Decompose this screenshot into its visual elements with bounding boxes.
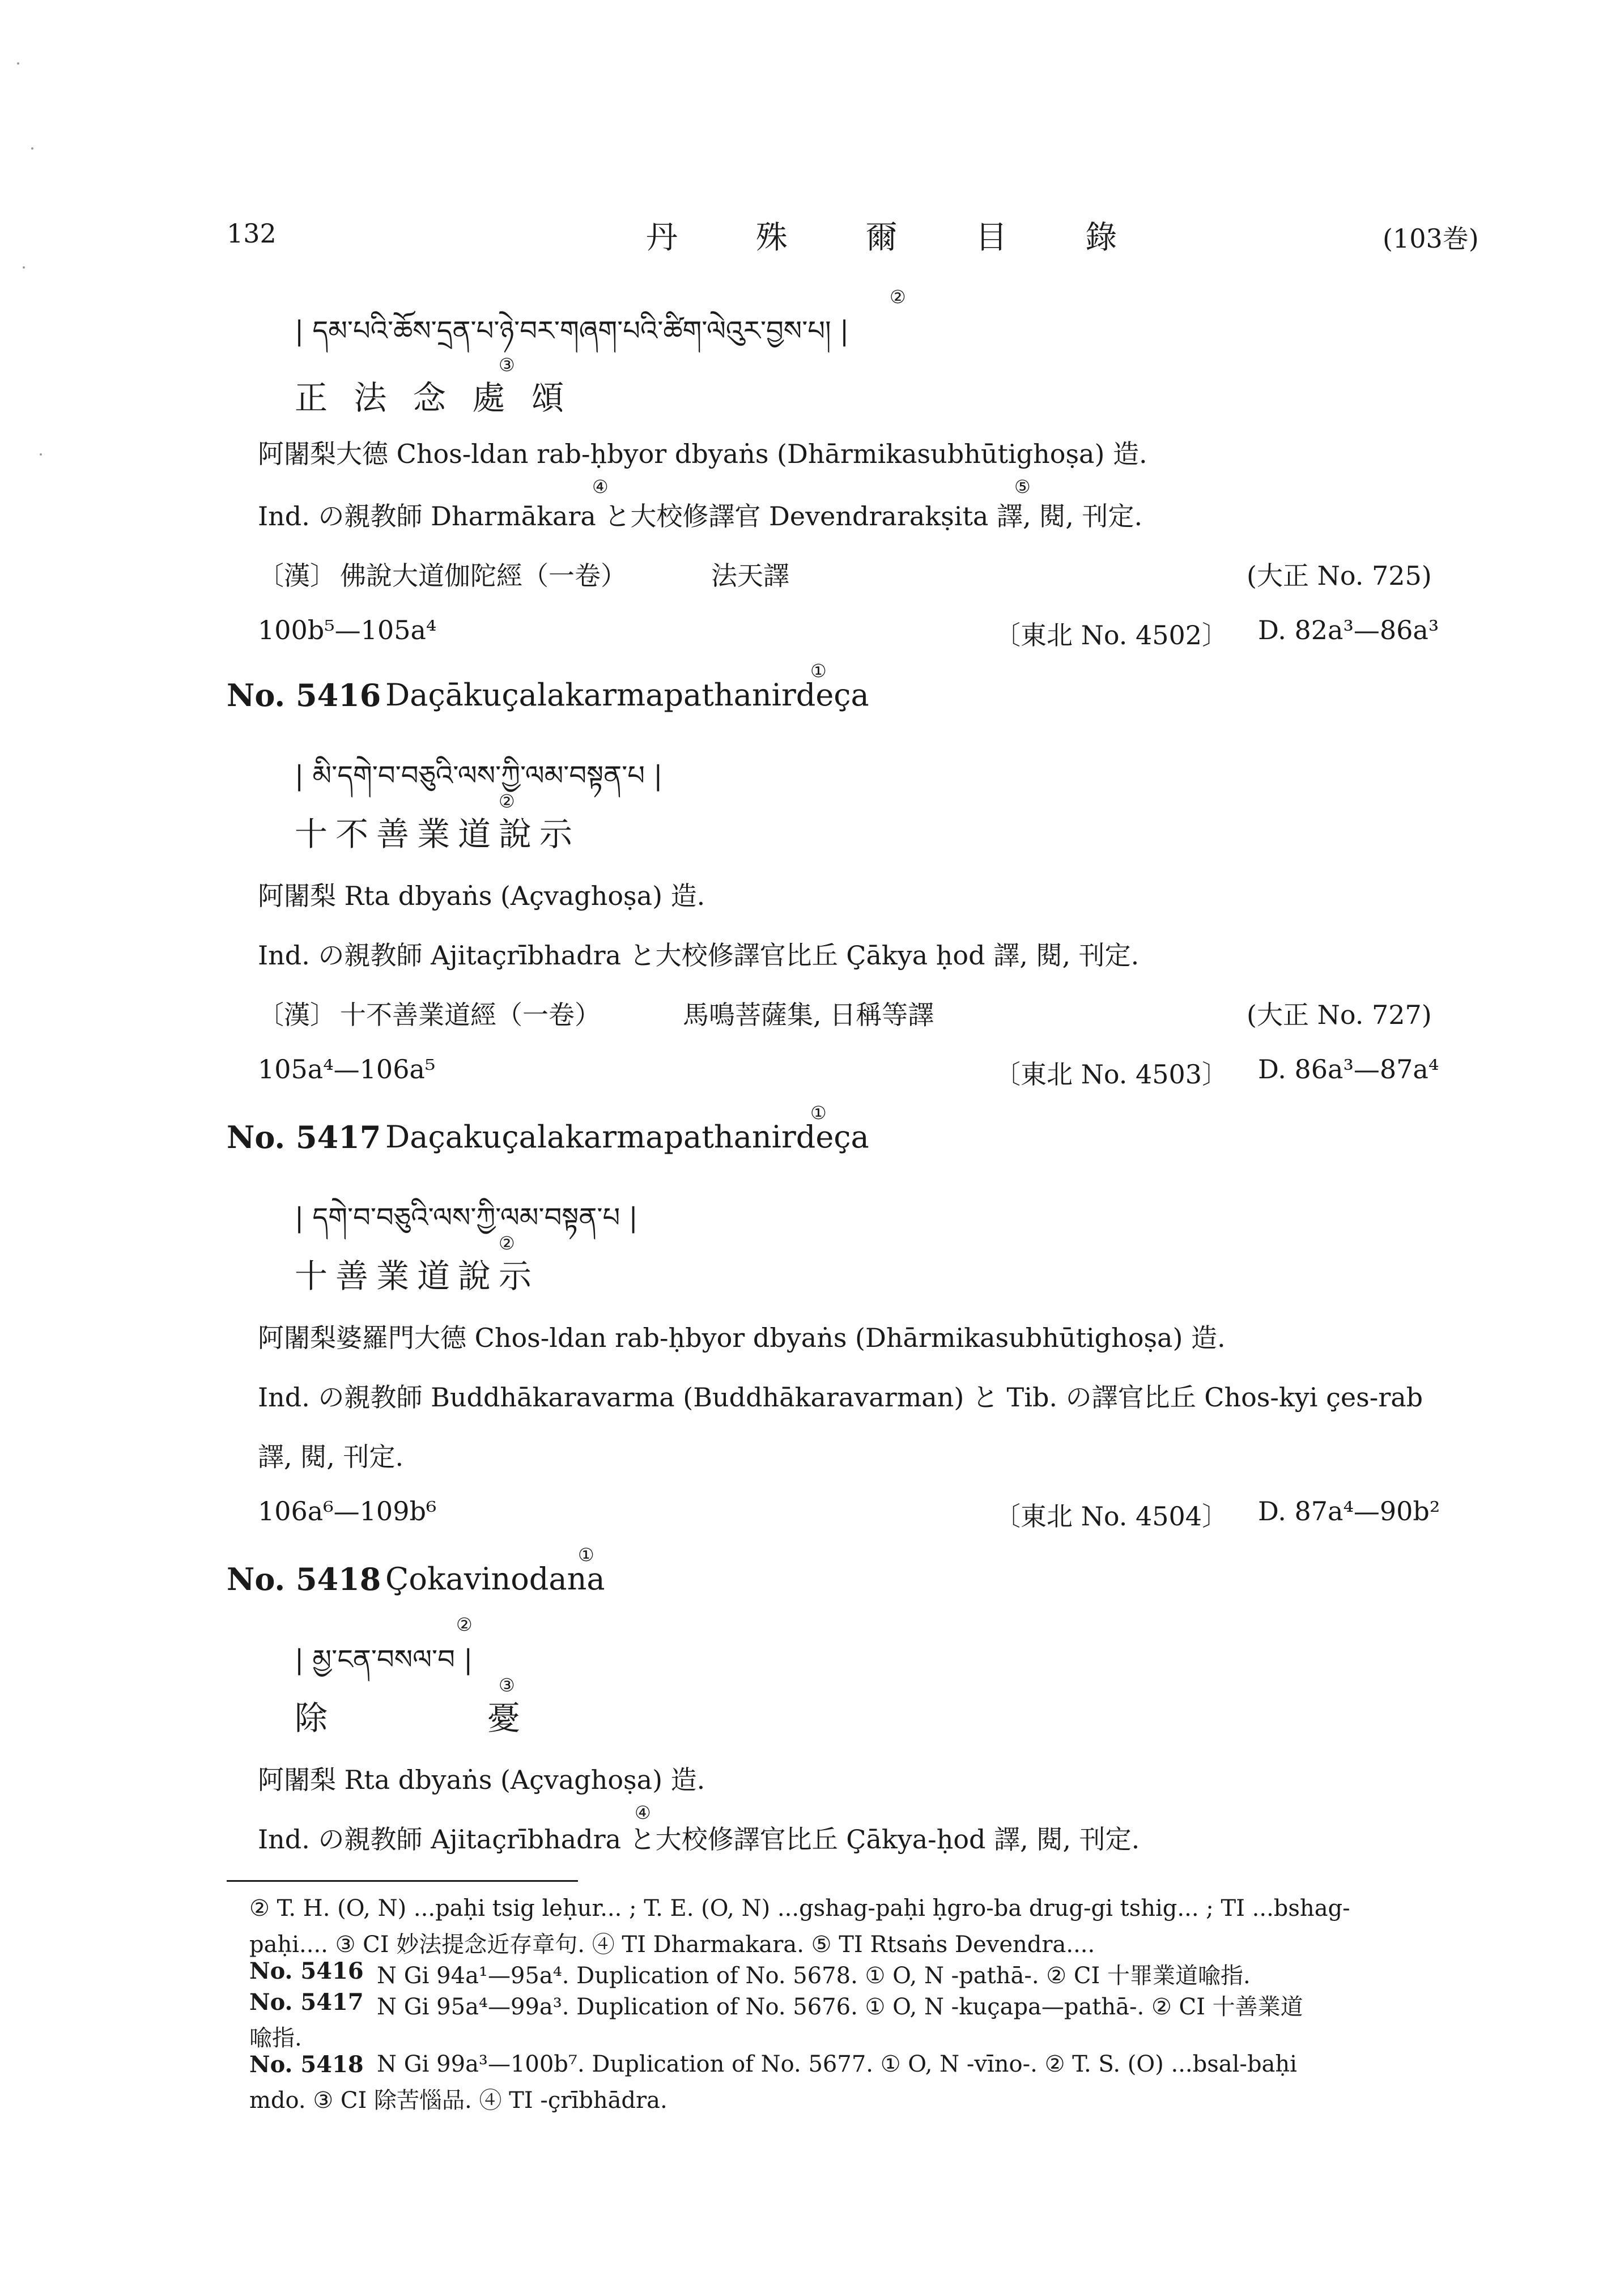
page-number: 132 [227, 218, 277, 249]
translator-line: Ind. の親教師 Ajitaçrībhadra と大校修譯官比丘 Çākya-ḥod 譯, 閱, 刊定. [258, 1824, 1140, 1855]
folio-range: 100b⁵—105a⁴ [258, 615, 437, 645]
kan-label: 〔漢〕 [258, 560, 336, 591]
tibetan-title: | མྱ་ངན་བསལ་བ | [295, 1644, 473, 1676]
note-marker: ② [456, 1614, 473, 1635]
volume-label: (103巻) [1383, 223, 1479, 254]
taisho-number: (大正 No. 725) [1247, 560, 1432, 591]
footnote-entry-number: No. 5416 [249, 1958, 364, 1984]
footnote-line: 喩指. [249, 2025, 302, 2051]
footnote-line: ② T. H. (O, N) ...paḥi tsig leḥur... ; T. E. (O, N) ...gshag-paḥi ḥgro-ba drug-gi tshig... ; TI ...bshag- [249, 1895, 1350, 1921]
footnote-line: mdo. ③ CI 除苦惱品. ④ TI -çrībhādra. [249, 2087, 668, 2114]
footnote-rule [227, 1880, 578, 1882]
translator-line: Ind. の親教師 Ajitaçrībhadra と大校修譯官比丘 Çākya ḥod 譯, 閱, 刊定. [258, 940, 1140, 971]
note-marker: ② [890, 286, 906, 308]
kan-title: 十不善業道經（一卷） [340, 1000, 601, 1030]
footnote-line: N Gi 99a³—100b⁷. Duplication of No. 5677. ① O, N -vīno-. ② T. S. (O) ...bsal-baḥi [377, 2051, 1297, 2077]
author-line: 阿闍梨婆羅門大德 Chos-ldan rab-ḥbyor dbyaṅs (Dhārmikasubhūtighoṣa) 造. [258, 1323, 1226, 1353]
kan-translator: 法天譯 [711, 560, 789, 591]
scan-speck [31, 147, 33, 150]
note-marker: ① [578, 1544, 594, 1566]
entry-number: No. 5417 [227, 1119, 381, 1155]
author-line: 阿闍梨大德 Chos-ldan rab-ḥbyor dbyaṅs (Dhārmikasubhūtighoṣa) 造. [258, 439, 1147, 469]
entry-name: Çokavinodana [385, 1561, 605, 1597]
chinese-title: 十善業道說示 [295, 1257, 540, 1295]
note-marker: ④ [592, 476, 609, 498]
note-marker: ② [499, 790, 515, 812]
scan-speck [23, 266, 25, 269]
footnote-entry-number: No. 5418 [249, 2051, 364, 2078]
entry-number: No. 5416 [227, 677, 381, 713]
tohoku-number: 〔東北 No. 4504〕 [994, 1501, 1228, 1532]
kan-label: 〔漢〕 [258, 1000, 336, 1030]
chinese-title-part: 除 [295, 1699, 336, 1737]
tohoku-number: 〔東北 No. 4503〕 [994, 1059, 1228, 1090]
author-line: 阿闍梨 Rta dbyaṅs (Açvaghoṣa) 造. [258, 881, 705, 911]
page-title: 丹 殊 爾 目 錄 [646, 219, 1151, 256]
note-marker: ⑤ [1014, 476, 1031, 498]
translator-line: Ind. の親教師 Dharmākara と大校修譯官 Devendrarakṣita 譯, 閱, 刊定. [258, 501, 1143, 532]
folio-range: 105a⁴—106a⁵ [258, 1054, 436, 1085]
tibetan-title: | དགེ་བ་བཅུའི་ལས་ཀྱི་ལམ་བསྟན་པ | [295, 1202, 638, 1234]
note-marker: ③ [499, 354, 515, 376]
chinese-title: 十不善業道說示 [295, 815, 581, 853]
translator-line-cont: 譯, 閱, 刊定. [258, 1442, 404, 1472]
note-marker: ① [810, 1102, 827, 1124]
note-marker: ③ [499, 1674, 515, 1696]
scan-speck [17, 62, 19, 65]
entry-name: Daçakuçalakarmapathanirdeça [385, 1119, 869, 1155]
derge-range: D. 87a⁴—90b² [1258, 1496, 1440, 1527]
footnote-line: N Gi 94a¹—95a⁴. Duplication of No. 5678. ① O, N -pathā-. ② CI 十罪業道喩指. [377, 1963, 1251, 1989]
note-marker: ② [499, 1232, 515, 1254]
entry-number: No. 5418 [227, 1561, 381, 1597]
note-marker: ① [810, 660, 827, 682]
author-line: 阿闍梨 Rta dbyaṅs (Açvaghoṣa) 造. [258, 1764, 705, 1795]
derge-range: D. 82a³—86a³ [1258, 615, 1439, 645]
taisho-number: (大正 No. 727) [1247, 1000, 1432, 1030]
derge-range: D. 86a³—87a⁴ [1258, 1054, 1439, 1085]
tibetan-title: | མི་དགེ་བ་བཅུའི་ལས་ཀྱི་ལམ་བསྟན་པ | [295, 760, 663, 792]
kan-translator: 馬鳴菩薩集, 日稱等譯 [683, 1000, 934, 1030]
entry-name: Daçākuçalakarmapathanirdeça [385, 677, 869, 713]
chinese-title-part: 憂 [487, 1699, 529, 1737]
chinese-title: 正 法 念 處 頌 [295, 379, 572, 417]
tibetan-title: | དམ་པའི་ཆོས་དྲན་པ་ཉེ་བར་གཞག་པའི་ཚིག་ལེའུར་བྱས་པ། | [295, 315, 849, 347]
folio-range: 106a⁶—109b⁶ [258, 1496, 437, 1527]
footnote-line: paḥi.... ③ CI 妙法提念近存章句. ④ TI Dharmakara. ⑤ TI Rtsaṅs Devendra.... [249, 1932, 1095, 1958]
translator-line: Ind. の親教師 Buddhākaravarma (Buddhākaravarman) と Tib. の譯官比丘 Chos-kyi çes-rab [258, 1382, 1423, 1413]
scan-speck [40, 453, 42, 456]
tohoku-number: 〔東北 No. 4502〕 [994, 620, 1228, 650]
note-marker: ④ [635, 1802, 651, 1823]
footnote-line: N Gi 95a⁴—99a³. Duplication of No. 5676. ① O, N -kuçapa—pathā-. ② CI 十善業道 [377, 1994, 1303, 2020]
kan-title: 佛說大道伽陀經（一卷） [340, 560, 627, 591]
footnote-entry-number: No. 5417 [249, 1989, 364, 2016]
